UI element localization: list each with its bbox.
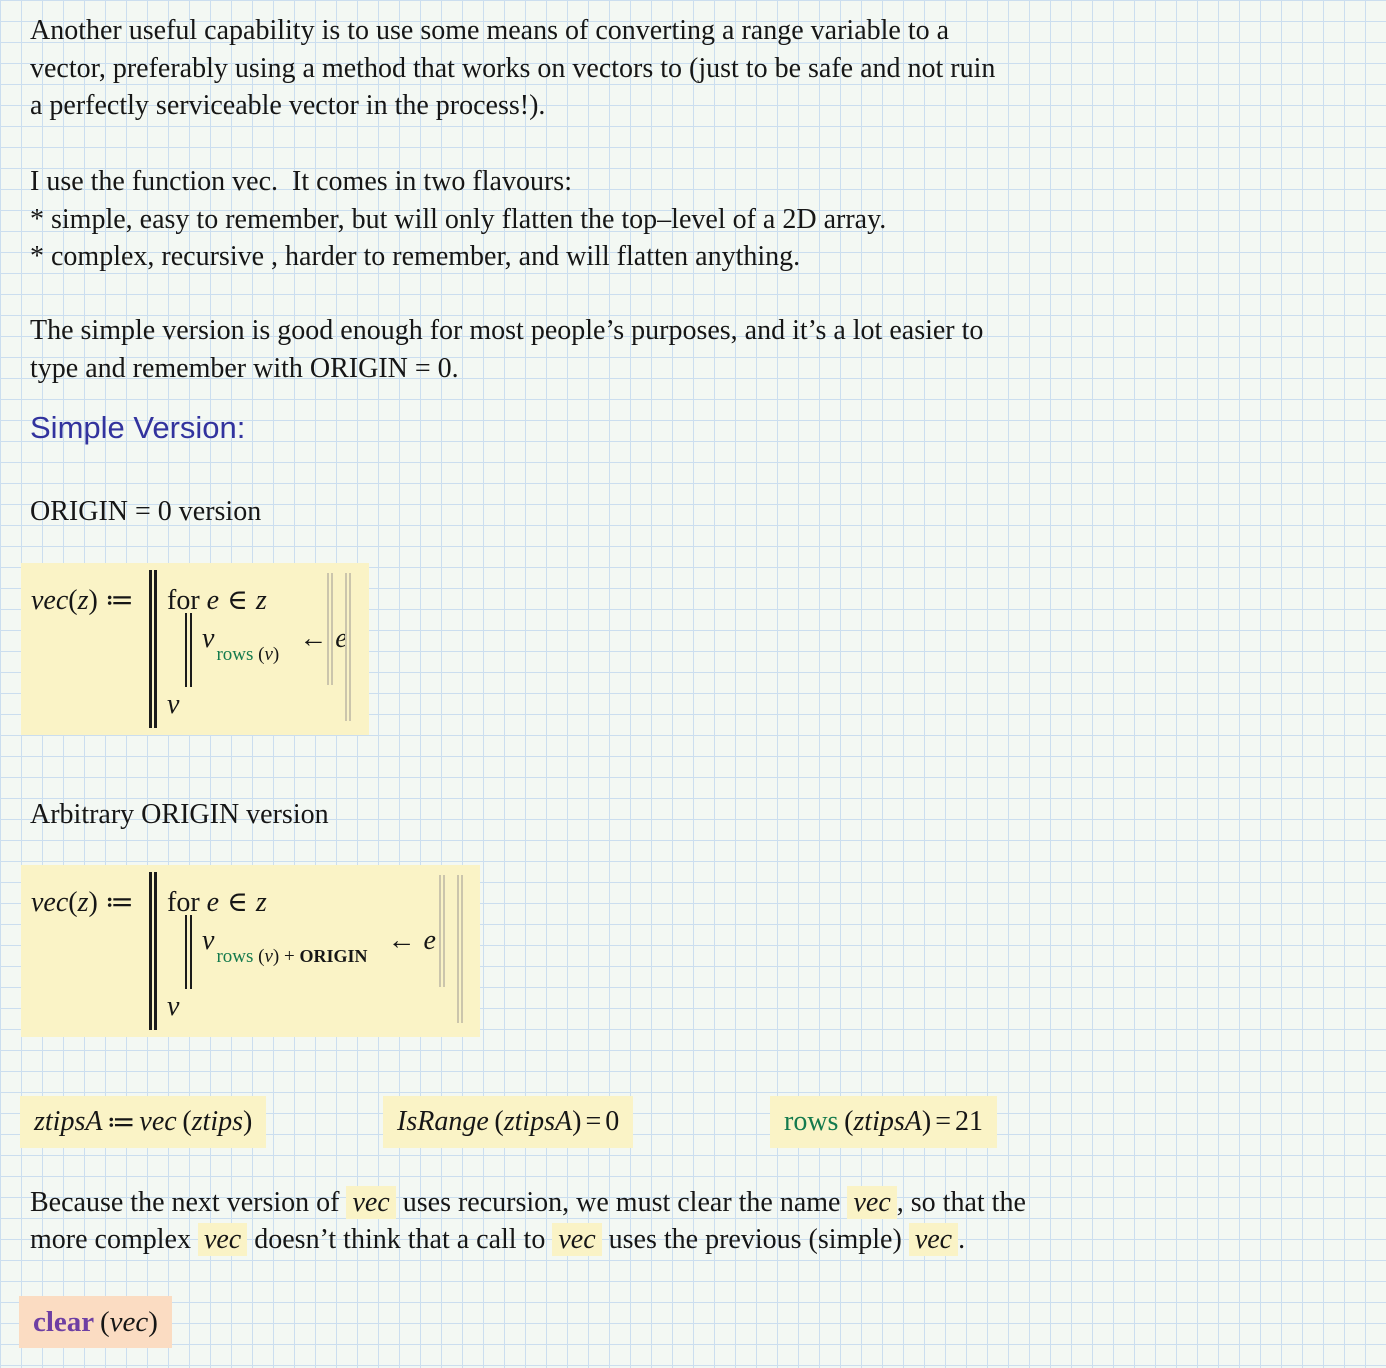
element-of-operator: ∈ [227, 585, 248, 616]
assigned-var: e [335, 623, 348, 654]
paren-close: ) [88, 585, 98, 616]
sub-arg: v [264, 946, 273, 967]
program-bar-inner [185, 915, 192, 989]
math-region-rows-result[interactable] [770, 1096, 997, 1148]
inline-vec-highlight: vec [847, 1186, 896, 1219]
placeholder-bar [439, 875, 445, 987]
subscript [216, 644, 279, 665]
result-value: 0 [605, 1106, 620, 1137]
local-assign-arrow: ← [387, 925, 416, 956]
fn-name: vec [31, 887, 69, 918]
result-value: 21 [954, 1106, 983, 1137]
assign-operator: ≔ [104, 887, 134, 918]
plus-operator: + [283, 946, 295, 967]
text-region-simple-note[interactable] [30, 312, 983, 387]
text-region-flavours[interactable] [30, 163, 886, 276]
paren-open: ( [99, 1305, 110, 1338]
rows-function: rows [784, 1106, 839, 1137]
intro-line-3: a perfectly serviceable vector in the process!). [30, 90, 546, 121]
paren-open: ( [844, 1106, 854, 1137]
clear-function: clear [33, 1305, 95, 1338]
flavours-line-1: I use the function vec. It comes in two flavours: [30, 166, 572, 197]
loop-var: e [206, 585, 220, 616]
closing-line-2: more complex vec doesn’t think that a call to vec uses the previous (simple) vec . [30, 1224, 966, 1255]
paren-open: ( [494, 1106, 504, 1137]
paren-close: ) [243, 1106, 253, 1137]
assignment-statement [202, 925, 436, 967]
assignment-statement [202, 623, 348, 665]
fn-name: vec [139, 1106, 177, 1137]
math-region-vec-arbitrary[interactable] [21, 865, 480, 1037]
text-region-intro[interactable] [30, 12, 995, 125]
placeholder-bar [457, 875, 463, 1023]
program-bar-outer [149, 872, 157, 1030]
fn-arg: ztips [191, 1106, 243, 1137]
paren-close: ) [572, 1106, 582, 1137]
loop-var: e [206, 887, 220, 918]
flavours-line-2: * simple, easy to remember, but will only flatten the top–level of a 2D array. [30, 203, 887, 235]
fn-arg: z [77, 887, 89, 918]
inline-vec-highlight: vec [909, 1223, 958, 1256]
simple-note-line-2: type and remember with ORIGIN = 0. [30, 352, 459, 384]
return-statement: v [167, 689, 180, 720]
range-var: z [255, 585, 267, 616]
equals-operator: = [585, 1106, 602, 1137]
paren-close: ) [88, 887, 98, 918]
program-bar-inner [185, 613, 192, 687]
sub-arg: v [264, 644, 273, 665]
intro-line-1: Another useful capability is to use some means of converting a range variable to a [30, 15, 950, 46]
fn-arg: ztipsA [503, 1106, 573, 1137]
rows-function: rows [216, 644, 254, 665]
placeholder-bar [327, 573, 333, 685]
equals-operator: = [935, 1106, 951, 1137]
math-region-isrange-result[interactable] [383, 1096, 633, 1148]
fn-name: vec [31, 585, 69, 616]
text-region-closing[interactable] [30, 1184, 1360, 1258]
program-lhs [31, 885, 134, 919]
paren-open: ( [68, 887, 78, 918]
paren-open: ( [182, 1106, 192, 1137]
inline-vec-highlight: vec [346, 1186, 395, 1219]
math-region-clear-vec[interactable] [19, 1296, 172, 1348]
lhs-var: ztipsA [34, 1106, 103, 1137]
paren-open: ( [258, 946, 265, 967]
body-var: v [202, 925, 215, 956]
assign-operator: ≔ [106, 1107, 136, 1138]
paren-open: ( [68, 585, 78, 616]
inline-vec-highlight: vec [552, 1223, 601, 1256]
fn-arg: ztipsA [853, 1106, 922, 1137]
placeholder-bar [345, 573, 351, 721]
paren-close: ) [921, 1106, 932, 1137]
simple-note-line-1: The simple version is good enough for most people’s purposes, and it’s a lot easier to [30, 315, 984, 346]
fn-name: IsRange [397, 1106, 489, 1137]
fn-arg: vec [109, 1305, 149, 1338]
program-bar-outer [149, 570, 157, 728]
math-region-vec-simple[interactable] [21, 563, 369, 735]
paren-close: ) [272, 644, 280, 665]
intro-line-2: vector, preferably using a method that works on vectors to (just to be safe and not ruin [30, 52, 996, 84]
math-region-ztipsA-assign[interactable] [20, 1096, 266, 1148]
fn-arg: z [77, 585, 89, 616]
label-arbitrary-version[interactable]: Arbitrary ORIGIN version [30, 799, 329, 830]
program-lhs [31, 583, 134, 617]
for-statement [167, 885, 267, 919]
paren-close: ) [272, 946, 280, 967]
rows-function: rows [216, 946, 254, 967]
for-keyword: for [167, 585, 200, 616]
flavours-line-3: * complex, recursive , harder to remember, and will flatten anything. [30, 241, 801, 272]
subscript [216, 946, 367, 967]
range-var: z [255, 887, 267, 918]
heading-simple-version[interactable]: Simple Version: [30, 410, 246, 445]
element-of-operator: ∈ [227, 887, 248, 918]
assign-operator: ≔ [104, 585, 134, 616]
body-var: v [202, 623, 215, 654]
for-keyword: for [167, 887, 200, 918]
closing-line-1: Because the next version of vec uses recursion, we must clear the name vec , so that the [30, 1187, 1026, 1218]
inline-vec-highlight: vec [198, 1223, 247, 1256]
assigned-var: e [423, 925, 436, 956]
origin-constant: ORIGIN [299, 946, 368, 966]
return-statement: v [167, 991, 180, 1022]
paren-open: ( [258, 644, 265, 665]
for-statement [167, 583, 267, 617]
local-assign-arrow: ← [299, 623, 328, 654]
paren-close: ) [148, 1305, 158, 1338]
label-origin0-version[interactable]: ORIGIN = 0 version [30, 496, 262, 527]
